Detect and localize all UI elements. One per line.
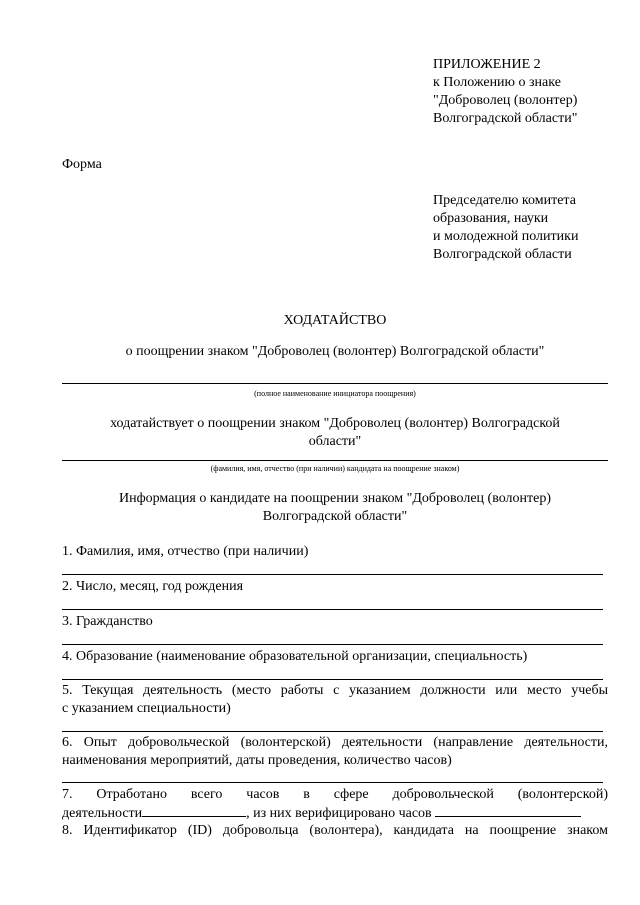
document-subtitle: о поощрении знаком "Доброволец (волонтер) Волгоградской области" (125, 344, 545, 359)
item-2-label: 2. Число, месяц, год рождения (62, 579, 244, 594)
addressee-line-3: и молодежной политики (433, 229, 579, 244)
appendix-block (433, 56, 633, 128)
item-2-fill-line (62, 609, 603, 610)
item-4-label: 4. Образование (наименование образовательной организации, специальность) (62, 649, 528, 664)
item-1-label: 1. Фамилия, имя, отчество (при наличии) (62, 544, 309, 559)
addressee-line-2: образования, науки (433, 211, 549, 226)
addressee-block (433, 192, 633, 264)
total-hours-blank (142, 804, 246, 817)
candidate-fill-line (62, 460, 608, 461)
item-1-fill-line (62, 574, 603, 575)
appendix-line-1: ПРИЛОЖЕНИЕ 2 (433, 57, 541, 72)
appendix-line-2: к Положению о знаке (433, 75, 561, 90)
petition-line-1: ходатайствует о поощрении знаком "Доброволец (волонтер) Волгоградской (110, 416, 560, 431)
addressee-line-4: Волгоградской области (433, 247, 572, 262)
form-label: Форма (62, 157, 102, 172)
document-title: ХОДАТАЙСТВО (283, 313, 387, 328)
initiator-fill-line (62, 383, 608, 384)
verified-hours-blank (435, 804, 581, 817)
item-7-line-2 (62, 804, 608, 823)
info-heading-line-2: Волгоградской области" (262, 509, 408, 524)
item-6-fill-line (62, 782, 603, 783)
item-6-line-2: наименования мероприятий, даты проведения, количество часов) (62, 753, 452, 768)
item-3-fill-line (62, 644, 603, 645)
candidate-caption: (фамилия, имя, отчество (при наличии) кандидата на поощрение знаком) (210, 464, 460, 473)
item-7-activity-label: деятельности (62, 806, 143, 821)
info-heading-line-1: Информация о кандидате на поощрении знаком "Доброволец (волонтер) (118, 491, 552, 506)
item-7-verified-label: , из них верифицировано часов (246, 806, 432, 821)
petition-line-2: области" (308, 434, 362, 449)
item-5-fill-line (62, 731, 603, 732)
appendix-line-4: Волгоградской области" (433, 111, 578, 126)
item-6-line-1: 6. Опыт добровольческой (волонтерской) деятельности (направление деятельности, (62, 735, 608, 750)
addressee-line-1: Председателю комитета (433, 193, 576, 208)
item-8-line-1: 8. Идентификатор (ID) добровольца (волонтера), кандидата на поощрение знаком (62, 823, 608, 838)
item-5-line-1: 5. Текущая деятельность (место работы с указанием должности или место учебы (62, 683, 608, 698)
appendix-line-3: "Доброволец (волонтер) (433, 93, 578, 108)
item-5-line-2: с указанием специальности) (62, 701, 231, 716)
item-7-line-1: 7. Отработано всего часов в сфере добровольческой (волонтерской) (62, 787, 608, 802)
item-3-label: 3. Гражданство (62, 614, 153, 629)
initiator-caption: (полное наименование инициатора поощрения) (254, 389, 416, 398)
item-4-fill-line (62, 679, 603, 680)
